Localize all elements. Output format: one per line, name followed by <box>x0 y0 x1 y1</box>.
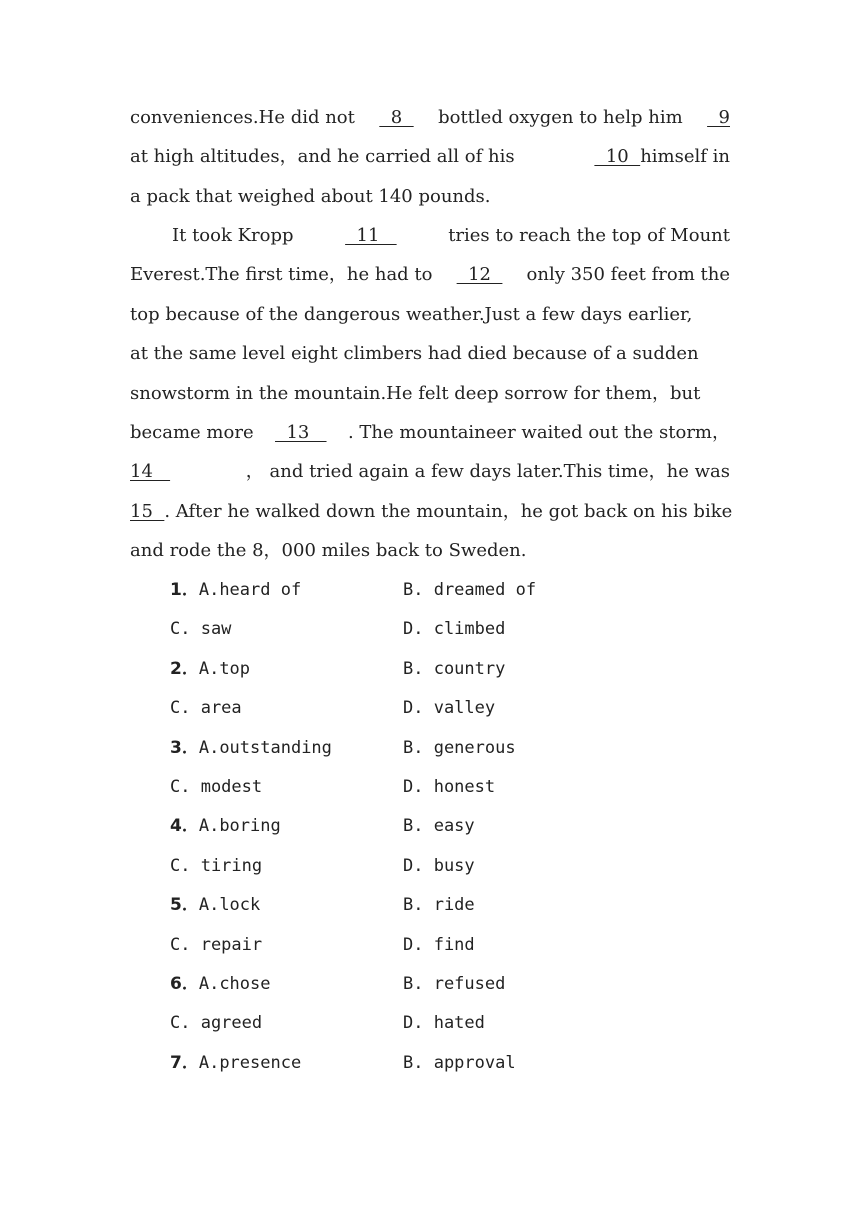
question-number: 1． <box>170 580 199 600</box>
blank-15: 15 <box>130 500 165 522</box>
option-a: A.boring <box>198 816 281 837</box>
passage-line <box>130 334 730 373</box>
option-b: B. dreamed of <box>403 580 537 600</box>
passage-line <box>130 374 730 413</box>
question-number: 5． <box>170 895 199 916</box>
passage-line <box>130 137 730 176</box>
option-c: C. modest <box>170 776 263 797</box>
passage-line <box>130 531 730 570</box>
option-b: B. generous <box>403 737 516 758</box>
question-row <box>170 689 670 728</box>
passage-text: at the same level eight climbers had died because of a sudden <box>130 343 699 365</box>
option-d: D. busy <box>403 855 475 876</box>
question-number: 2． <box>170 658 199 679</box>
passage-line <box>130 492 733 531</box>
passage-line <box>130 177 730 216</box>
option-b: B. approval <box>403 1052 516 1073</box>
passage-text: became more <box>130 421 254 443</box>
passage-line <box>130 216 730 255</box>
option-b: B. ride <box>403 895 475 916</box>
question-number: 4． <box>170 816 199 837</box>
blank-13: 13 <box>275 421 327 443</box>
question-row <box>170 768 670 807</box>
option-b: B. easy <box>403 816 475 837</box>
passage-text: and rode the 8，000 miles back to Sweden. <box>130 540 527 562</box>
option-a: A.heard of <box>198 580 302 600</box>
option-d: D. climbed <box>403 619 506 640</box>
passage-text: bottled oxygen to help him <box>438 107 683 128</box>
question-row <box>170 847 670 886</box>
passage-text: himself in <box>640 146 730 168</box>
option-d: D. find <box>403 934 475 955</box>
option-c: C. repair <box>170 934 263 955</box>
passage-text: tries to reach the top of Mount <box>448 225 730 246</box>
blank-9: 9 <box>707 107 730 128</box>
option-c: C. agreed <box>170 1013 263 1034</box>
question-row <box>170 1044 670 1083</box>
passage-line <box>130 98 730 137</box>
passage-line <box>130 452 730 491</box>
blank-11: 11 <box>345 225 397 246</box>
option-c: C. area <box>170 698 242 719</box>
question-row <box>170 886 670 925</box>
passage-text: It took Kropp <box>172 225 294 246</box>
question-row <box>170 610 670 649</box>
passage-text: top because of the dangerous weather.Just a few days earlier, <box>130 303 693 325</box>
option-b: B. refused <box>403 973 506 994</box>
passage-line <box>130 413 730 452</box>
passage-text: . The mountaineer waited out the storm， <box>347 421 730 443</box>
option-c: C. saw <box>170 619 232 640</box>
option-d: D. honest <box>403 776 496 797</box>
passage-paragraph-2 <box>130 216 733 571</box>
answer-options <box>170 571 670 1083</box>
option-d: D. hated <box>403 1013 485 1034</box>
passage-text: at high altitudes，and he carried all of his <box>130 146 515 168</box>
option-a: A.top <box>198 658 251 679</box>
question-row <box>170 807 670 846</box>
question-number: 7． <box>170 1052 199 1073</box>
passage-line <box>130 255 730 294</box>
option-a: A.lock <box>198 895 261 916</box>
question-row <box>170 1004 670 1043</box>
option-a: A.outstanding <box>198 737 332 758</box>
question-number: 6． <box>170 973 199 994</box>
blank-14: 14 <box>130 461 171 483</box>
option-c: C. tiring <box>170 855 263 876</box>
option-b: B. country <box>403 658 506 679</box>
passage-text: . After he walked down the mountain，he got back on his bike <box>164 500 733 522</box>
option-a: A.presence <box>198 1052 302 1073</box>
blank-8: 8 <box>379 107 414 128</box>
blank-12: 12 <box>456 264 503 286</box>
question-row <box>170 926 670 965</box>
question-row <box>170 650 670 689</box>
question-row <box>170 571 670 610</box>
option-a: A.chose <box>198 973 271 994</box>
passage-text: a pack that weighed about 140 pounds. <box>130 185 491 207</box>
passage-line <box>130 295 730 334</box>
blank-10: 10 <box>594 146 641 168</box>
passage-text: Everest.The first time，he had to <box>130 264 433 286</box>
passage-paragraph-1 <box>130 98 730 216</box>
passage-text: only 350 feet from the <box>526 264 730 286</box>
passage-text: conveniences.He did not <box>130 107 355 128</box>
question-row <box>170 965 670 1004</box>
question-number: 3． <box>170 737 199 758</box>
option-d: D. valley <box>403 698 496 719</box>
passage-text: snowstorm in the mountain.He felt deep sorrow for them，but <box>130 382 701 404</box>
question-row <box>170 729 670 768</box>
passage-text: ， and tried again a few days later.This time，he was <box>245 461 730 483</box>
